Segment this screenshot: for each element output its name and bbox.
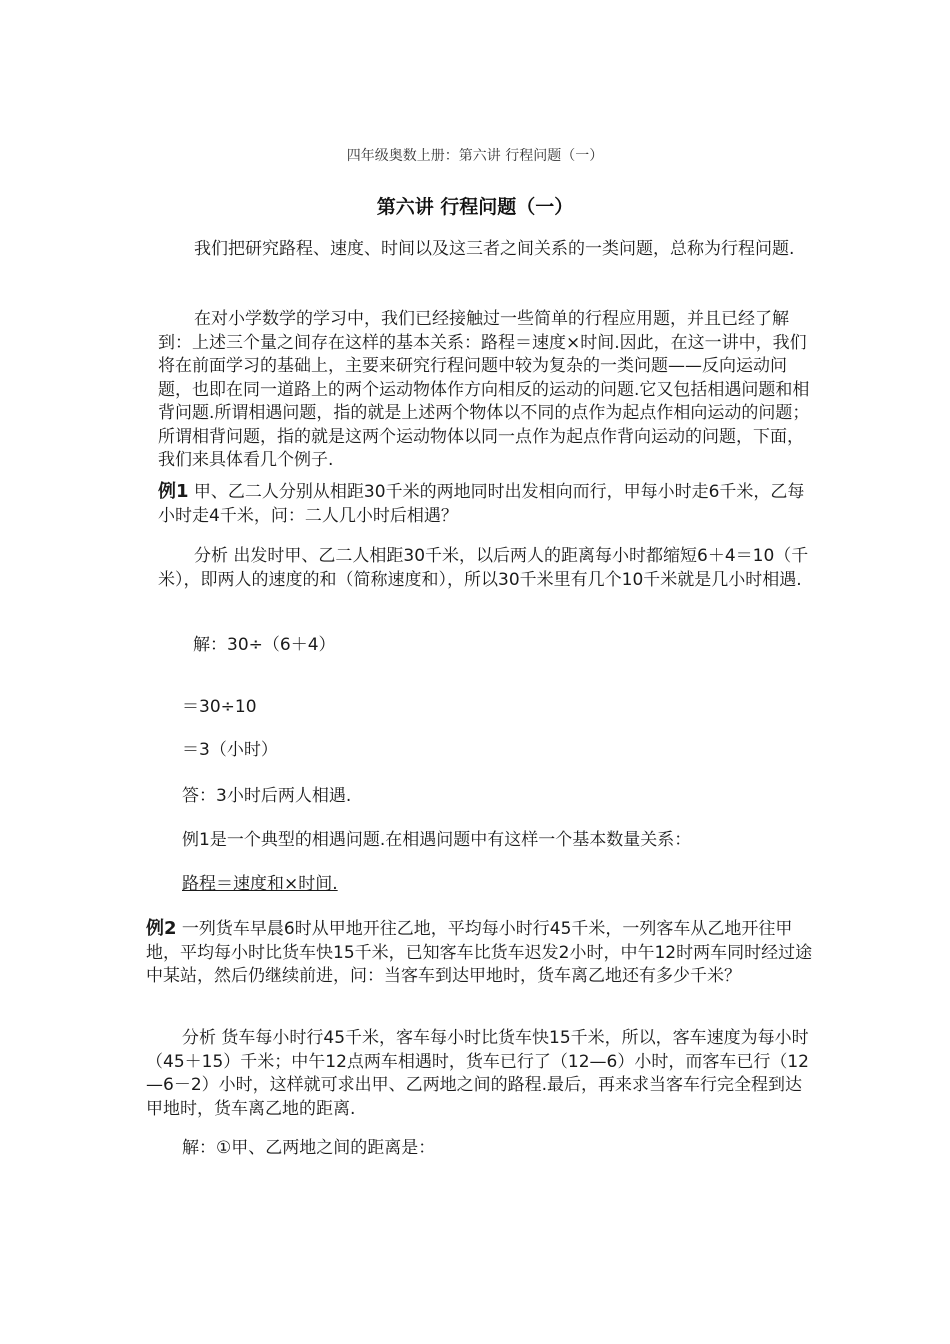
- example-2-label: 例2: [146, 918, 177, 939]
- example-1-label: 例1: [158, 481, 189, 502]
- example-1-text: 甲、乙二人分别从相距30千米的两地同时出发相向而行，甲每小时走6千米，乙每小时走4千米，问：二人几小时后相遇？: [158, 482, 805, 526]
- intro-paragraph-2: 在对小学数学的学习中，我们已经接触过一些简单的行程应用题，并且已经了解到：上述三个量之间存在这样的基本关系：路程＝速度×时间.因此，在这一讲中，我们将在前面学习的基础上，主要来研究行程问题中较为复杂的一类问题——反向运动问题，也即在同一道路上的两个运动物体作方向相反的运动的问题.它又包括相遇问题和相背问题.所谓相遇问题，指的就是上述两个物体以不同的点作为起点作相向运动的问题；所谓相背问题，指的就是这两个运动物体以同一点作为起点作背向运动的问题，下面，我们来具体看几个例子.: [158, 309, 810, 470]
- example-1-answer: 答：3小时后两人相遇.: [182, 786, 352, 806]
- example-2-problem: [146, 917, 818, 989]
- example-2-solution-step-1: 解：①甲、乙两地之间的距离是：: [182, 1138, 436, 1158]
- intro-paragraph-1: 我们把研究路程、速度、时间以及这三者之间关系的一类问题，总称为行程问题.: [194, 239, 795, 259]
- example-2-text: 一列货车早晨6时从甲地开往乙地，平均每小时行45千米，一列客车从乙地开往甲地，平均每小时比货车快15千米，已知客车比货车迟发2小时，中午12时两车同时经过途中某站，然后仍继续前进，问：当客车到达甲地时，货车离乙地还有多少千米？: [146, 919, 813, 986]
- example-1-problem: [158, 480, 818, 528]
- example-1-solution-step-3: ＝3（小时）: [182, 740, 278, 760]
- page-title: 第六讲 行程问题（一）: [376, 196, 574, 218]
- example-1-formula: 路程＝速度和×时间.: [182, 874, 338, 894]
- example-1-solution-step-2: ＝30÷10: [182, 697, 257, 717]
- example-1-analysis: 分析 出发时甲、乙二人相距30千米，以后两人的距离每小时都缩短6＋4＝10（千米），即两人的速度的和（简称速度和），所以30千米里有几个10千米就是几小时相遇.: [158, 546, 809, 590]
- running-header: 四年级奥数上册：第六讲 行程问题（一）: [346, 148, 604, 164]
- example-2-analysis: 分析 货车每小时行45千米，客车每小时比货车快15千米，所以，客车速度为每小时（45＋15）千米；中午12点两车相遇时，货车已行了（12—6）小时，而客车已行（12—6－2）小时，这样就可求出甲、乙两地之间的路程.最后，再来求当客车行完全程到达甲地时，货车离乙地的距离.: [146, 1028, 809, 1119]
- example-1-note: 例1是一个典型的相遇问题.在相遇问题中有这样一个基本数量关系：: [182, 830, 692, 850]
- example-1-solution-step-1: 解：30÷（6＋4）: [193, 635, 336, 655]
